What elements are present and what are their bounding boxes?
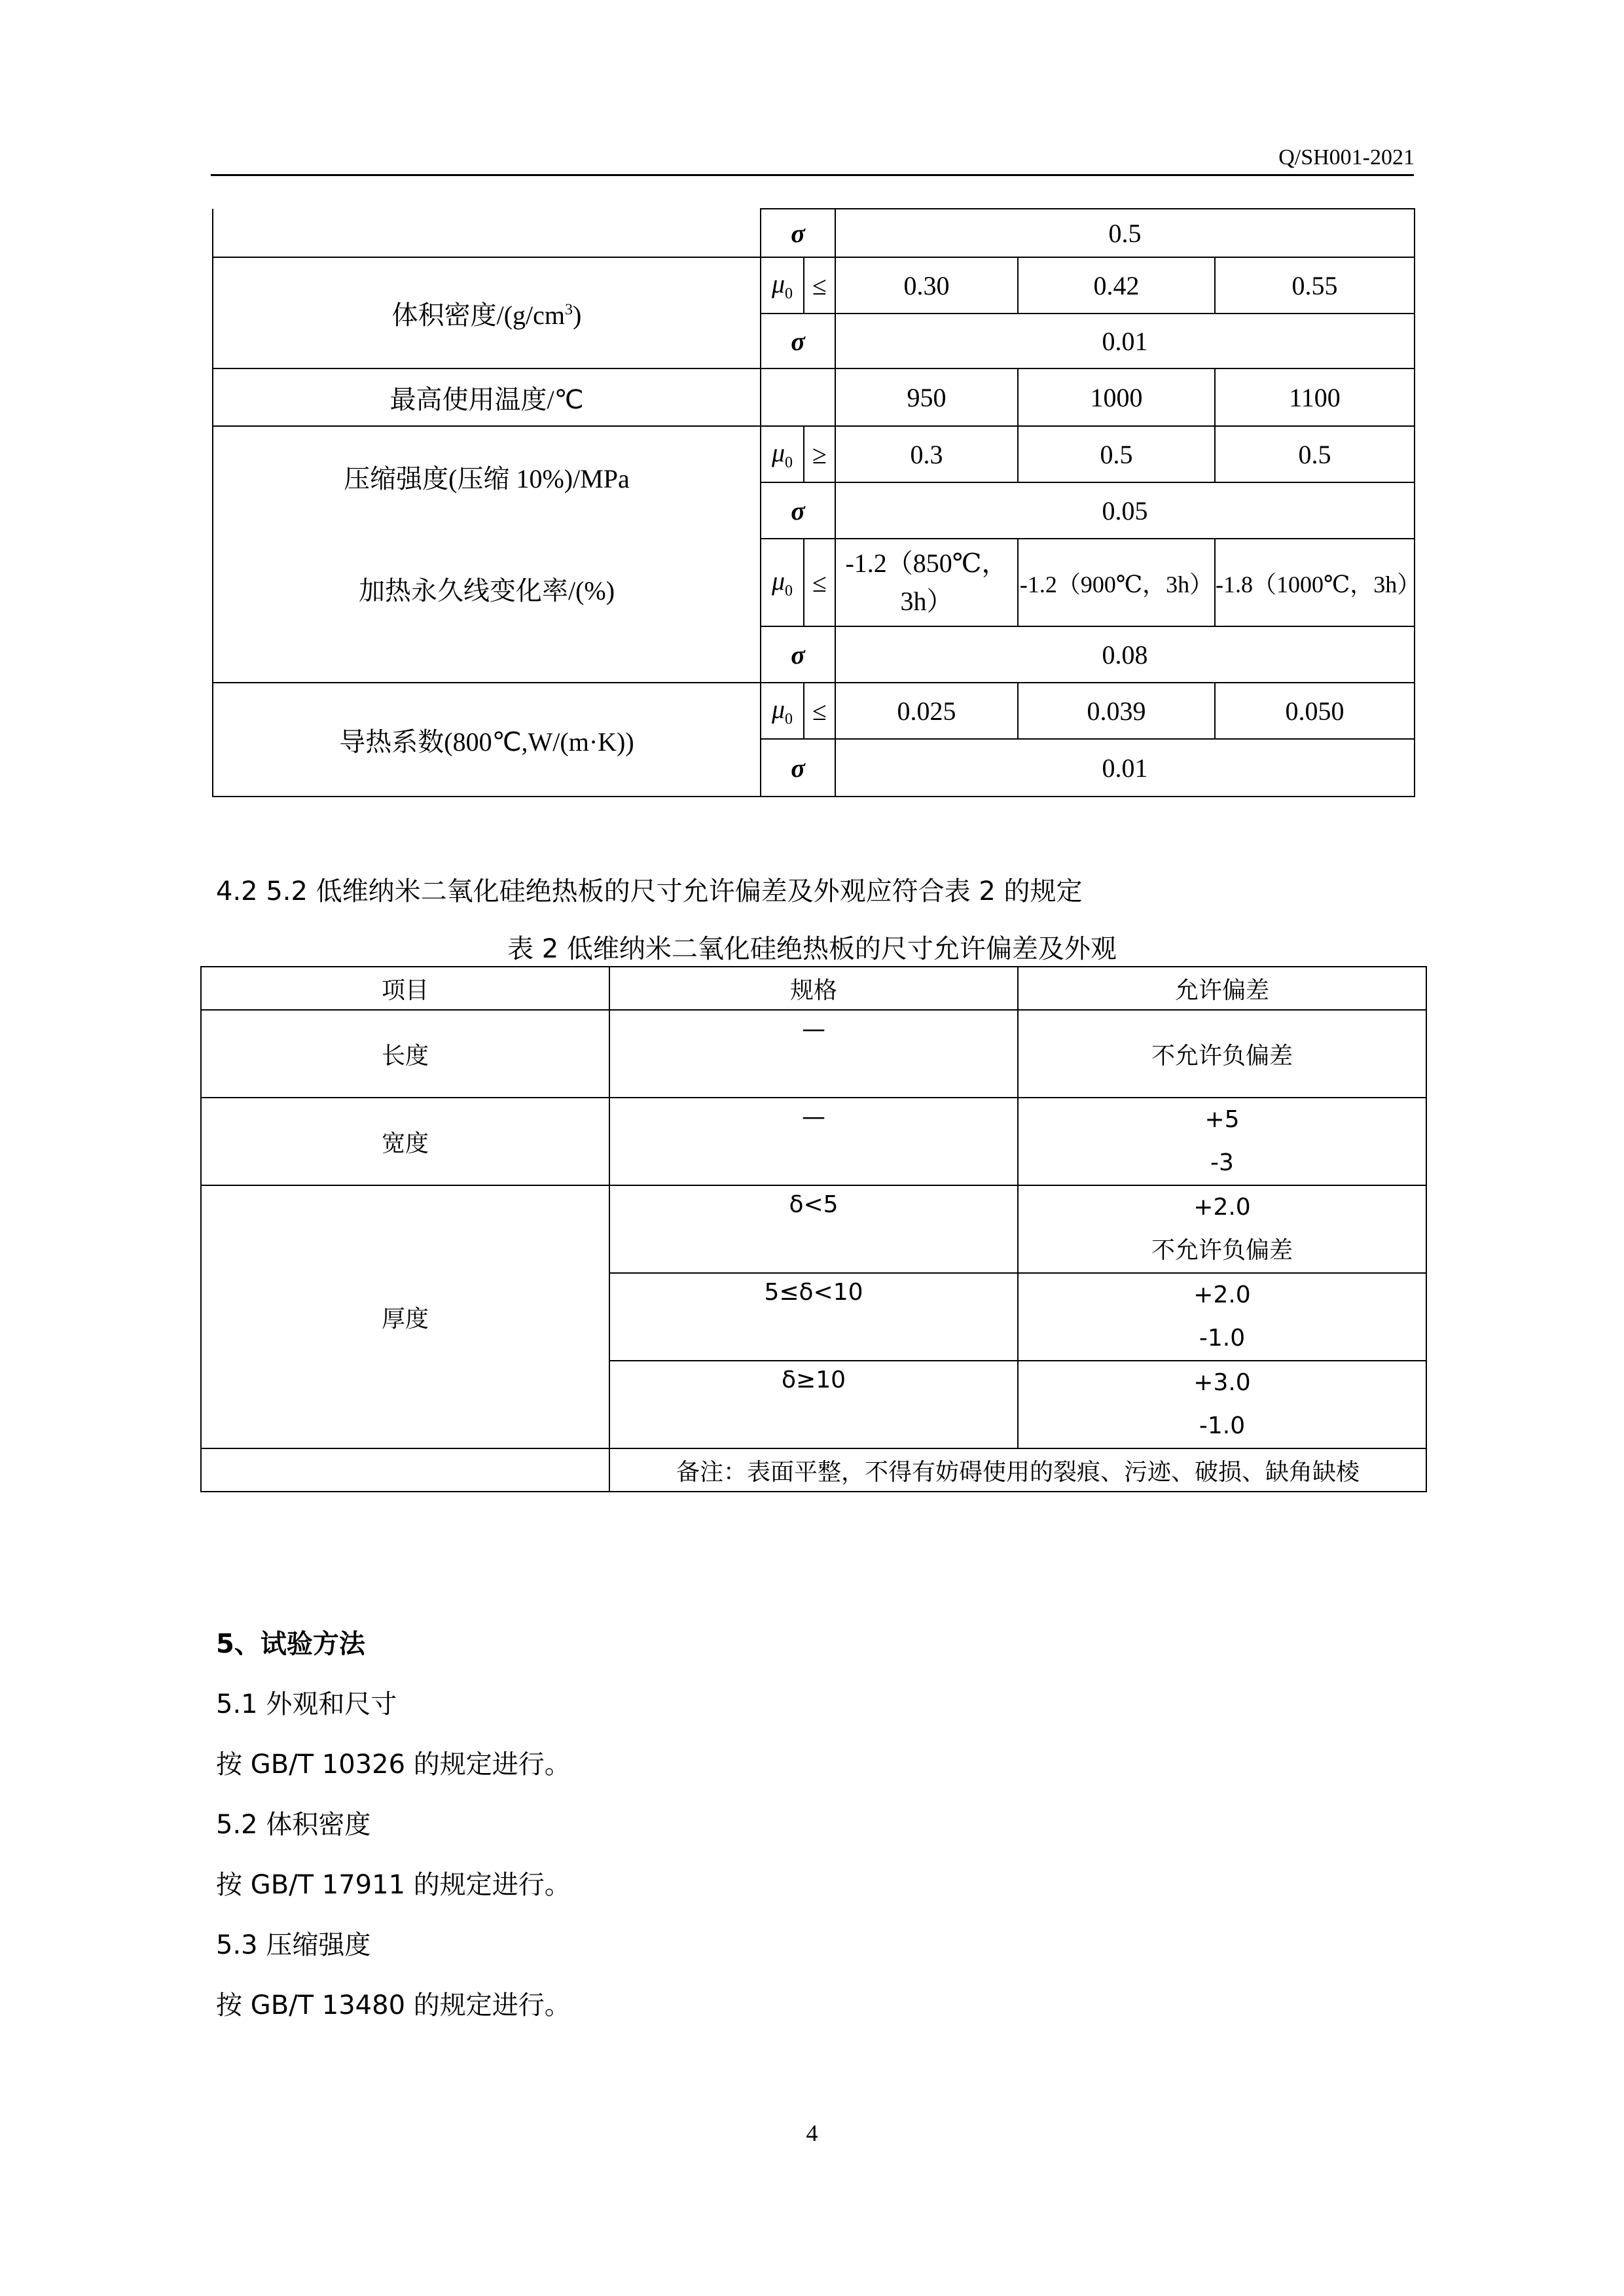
column-header: 规格	[609, 967, 1018, 1010]
tolerance-cell: 不允许负偏差	[1018, 1010, 1426, 1098]
table-row	[213, 368, 1415, 426]
note-cell: 备注：表面平整，不得有妨碍使用的裂痕、污迹、破损、缺角缺棱	[609, 1448, 1426, 1492]
table-row	[213, 539, 1415, 626]
header-rule	[211, 174, 1414, 176]
subsection-title: 5.2 体积密度	[216, 1810, 371, 1840]
sigma-cell: σ	[761, 209, 835, 257]
value-cell: -1.2（850℃， 3h）	[835, 539, 1018, 626]
tolerance-cell: +3.0 -1.0	[1018, 1361, 1426, 1448]
table-row	[213, 683, 1415, 739]
document-code: Q/SH001-2021	[1278, 145, 1415, 170]
value-cell: 0.55	[1215, 257, 1415, 314]
section-5-title: 5、试验方法	[216, 1629, 365, 1659]
spec-cell: δ<5	[609, 1185, 1018, 1273]
spec-cell: —	[609, 1010, 1018, 1098]
value-cell: 0.30	[835, 257, 1018, 314]
value-cell: 1100	[1215, 368, 1415, 426]
value-cell: 0.5	[1215, 426, 1415, 482]
property-label: 压缩强度(压缩 10%)/MPa	[213, 426, 761, 539]
subsection-title: 5.3 压缩强度	[216, 1930, 371, 1960]
table2-caption: 表 2 低维纳米二氧化硅绝热板的尺寸允许偏差及外观	[507, 934, 1117, 964]
table-header-row	[201, 967, 1426, 1010]
table-row	[201, 1448, 1426, 1492]
paragraph: 按 GB/T 10326 的规定进行。	[216, 1749, 571, 1780]
spec-cell: 5≤δ<10	[609, 1273, 1018, 1361]
clause-4-2: 4.2 5.2 低维纳米二氧化硅绝热板的尺寸允许偏差及外观应符合表 2 的规定	[216, 876, 1083, 906]
property-label: 加热永久线变化率/(%)	[213, 539, 761, 683]
table-row	[213, 426, 1415, 482]
item-cell: 厚度	[201, 1185, 609, 1448]
mu-cell: $\mu_0$	[761, 539, 804, 626]
merged-value: 0.08	[835, 626, 1415, 683]
item-cell: 宽度	[201, 1098, 609, 1185]
mu-cell: $\mu_0$	[761, 257, 804, 314]
sigma-cell: σ	[761, 626, 835, 683]
tolerance-cell: +2.0 -1.0	[1018, 1273, 1426, 1361]
property-label: 导热系数(800℃,W/(m·K))	[213, 683, 761, 797]
table-row	[201, 1098, 1426, 1185]
table-row	[213, 209, 1415, 257]
properties-table	[212, 208, 1421, 797]
operator-cell: ≤	[804, 683, 835, 739]
value-cell: 0.025	[835, 683, 1018, 739]
item-cell: 长度	[201, 1010, 609, 1098]
merged-value: 0.01	[835, 314, 1415, 368]
paragraph: 按 GB/T 17911 的规定进行。	[216, 1870, 571, 1900]
operator-cell: ≤	[804, 257, 835, 314]
value-cell: -1.2（900℃，3h）	[1018, 539, 1215, 626]
sigma-cell: σ	[761, 482, 835, 539]
subsection-title: 5.1 外观和尺寸	[216, 1689, 397, 1719]
table-row	[201, 1010, 1426, 1098]
spec-cell: —	[609, 1098, 1018, 1185]
property-label: 体积密度$/(g/cm^3)$	[213, 257, 761, 368]
value-cell: 950	[835, 368, 1018, 426]
column-header: 项目	[201, 967, 609, 1010]
value-cell: 0.3	[835, 426, 1018, 482]
merged-value: 0.5	[835, 209, 1415, 257]
value-cell: -1.8（1000℃，3h）	[1215, 539, 1415, 626]
sigma-cell: σ	[761, 739, 835, 797]
operator-cell: ≥	[804, 426, 835, 482]
blank-cell	[201, 1448, 609, 1492]
property-label: 最高使用温度/℃	[213, 368, 761, 426]
spec-cell: δ≥10	[609, 1361, 1018, 1448]
mu-cell: $\mu_0$	[761, 683, 804, 739]
value-cell: 0.5	[1018, 426, 1215, 482]
page-number: 4	[806, 2120, 818, 2146]
table-row	[201, 1185, 1426, 1273]
column-header: 允许偏差	[1018, 967, 1426, 1010]
value-cell: 0.039	[1018, 683, 1215, 739]
table-row	[213, 257, 1415, 314]
value-cell: 0.050	[1215, 683, 1415, 739]
tolerance-cell: +5 -3	[1018, 1098, 1426, 1185]
value-cell: 0.42	[1018, 257, 1215, 314]
merged-value: 0.01	[835, 739, 1415, 797]
paragraph: 按 GB/T 13480 的规定进行。	[216, 1990, 571, 2020]
tolerance-cell: +2.0 不允许负偏差	[1018, 1185, 1426, 1273]
value-cell: 1000	[1018, 368, 1215, 426]
sigma-cell: σ	[761, 314, 835, 368]
merged-value: 0.05	[835, 482, 1415, 539]
blank-cell	[213, 209, 761, 257]
operator-cell: ≤	[804, 539, 835, 626]
dimensions-table	[200, 966, 1427, 1492]
mu-cell: $\mu_0$	[761, 426, 804, 482]
blank-cell	[761, 368, 835, 426]
